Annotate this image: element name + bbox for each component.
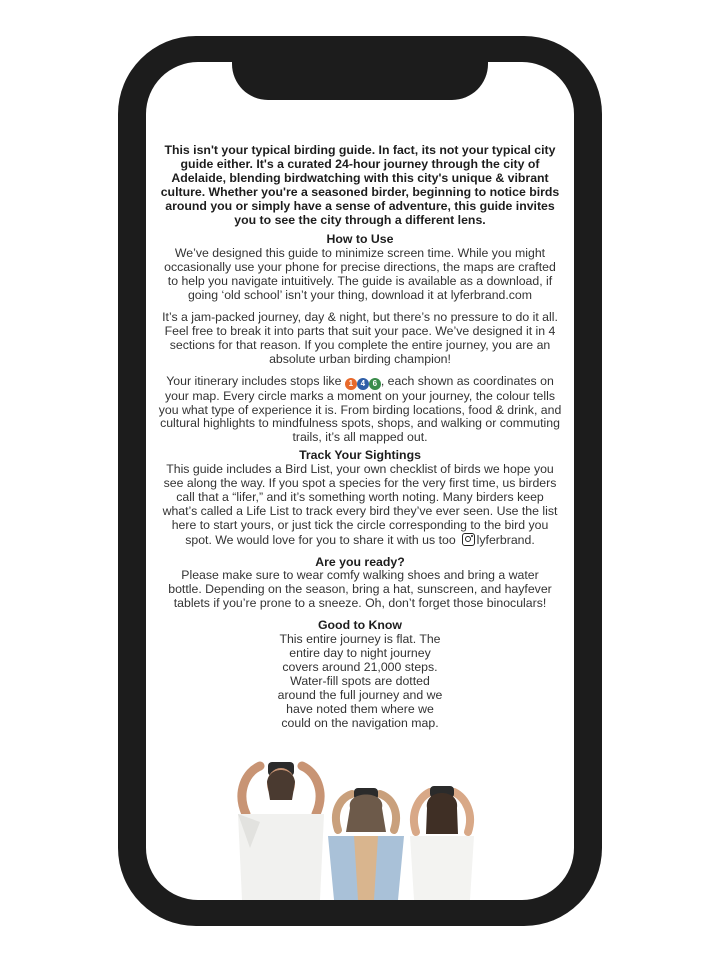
itinerary-text-end: , each shown as coordinates on your map. Every circle marks a moment on your journey, the colour tells you what type of experience it is. From birding locations, food & drink, and cultural highlights to mindfulness spots, shops, and walking or commuting trails, it’s all mapped out. [158,373,562,445]
good-to-know-heading: Good to Know [317,618,402,633]
track-paragraph [158,463,562,547]
instagram-icon [462,533,475,546]
track-body: This guide includes a Bird List, your own checklist of birds we hope you see along the way. If you spot a species for the very first time, us birders call that a “lifer,” and it’s something worth noting. Many birders keep what’s called a Life List to track every bird they’ve ever seen. Use the list here to start yours, or just tick the circle corresponding to the bird you spot. We would love for you to share it with us too [162,462,558,547]
how-to-use-paragraph-2: It’s a jam-packed journey, day & night, but there’s no pressure to do it all. Feel free to break it into parts that suit your pace. We’ve designed it in 4 sections for that reason. If you complete the entire journey, you are an absolute urban birding champion! [162,309,558,366]
instagram-handle[interactable]: lyferbrand. [476,532,535,547]
ready-paragraph: Please make sure to wear comfy walking shoes and bring a water bottle. Depending on the season, bring a hat, sunscreen, and hayfever tablets if you’re prone to a sneeze. Oh, don’t forget those binoculars! [168,568,552,611]
birder-figure-1 [238,762,324,900]
how-to-use-paragraph-1: We’ve designed this guide to minimize screen time. While you might occasionally use your phone for precise directions, the maps are crafted to help you navigate intuitively. The guide is available as a download, if going ‘old school’ isn’t your thing, download it at lyferbrand.com [164,246,556,303]
screen-content [146,62,574,900]
track-heading: Track Your Sightings [299,448,421,463]
guide-text [158,144,562,738]
ready-heading: Are you ready? [315,554,405,569]
good-to-know-paragraph: This entire journey is flat. The entire day to night journey covers around 21,000 steps. Water-fill spots are dotted around the full journey and we have noted them where we could on the navigation map. [277,632,443,730]
itinerary-text-start: Your itinerary includes stops like [166,373,345,388]
stop-badge-6: 6 [369,378,381,390]
birder-figure-3 [410,786,474,900]
how-to-use-paragraph-3 [158,375,562,446]
how-to-use-heading: How to Use [326,232,394,247]
birder-figure-2 [328,788,404,900]
birders-photo [216,752,506,900]
intro-paragraph: This isn't your typical birding guide. In fact, its not your typical city guide either. It's a curated 24-hour journey through the city of Adelaide, blending birdwatching with this city's unique & vibrant culture. Whether you're a seasoned birder, beginning to notice birds around you or simply have a sense of adventure, this guide invites you to see the city through a different lens. [160,143,560,227]
stop-badge-4: 4 [357,378,369,390]
stop-badge-1: 1 [345,378,357,390]
